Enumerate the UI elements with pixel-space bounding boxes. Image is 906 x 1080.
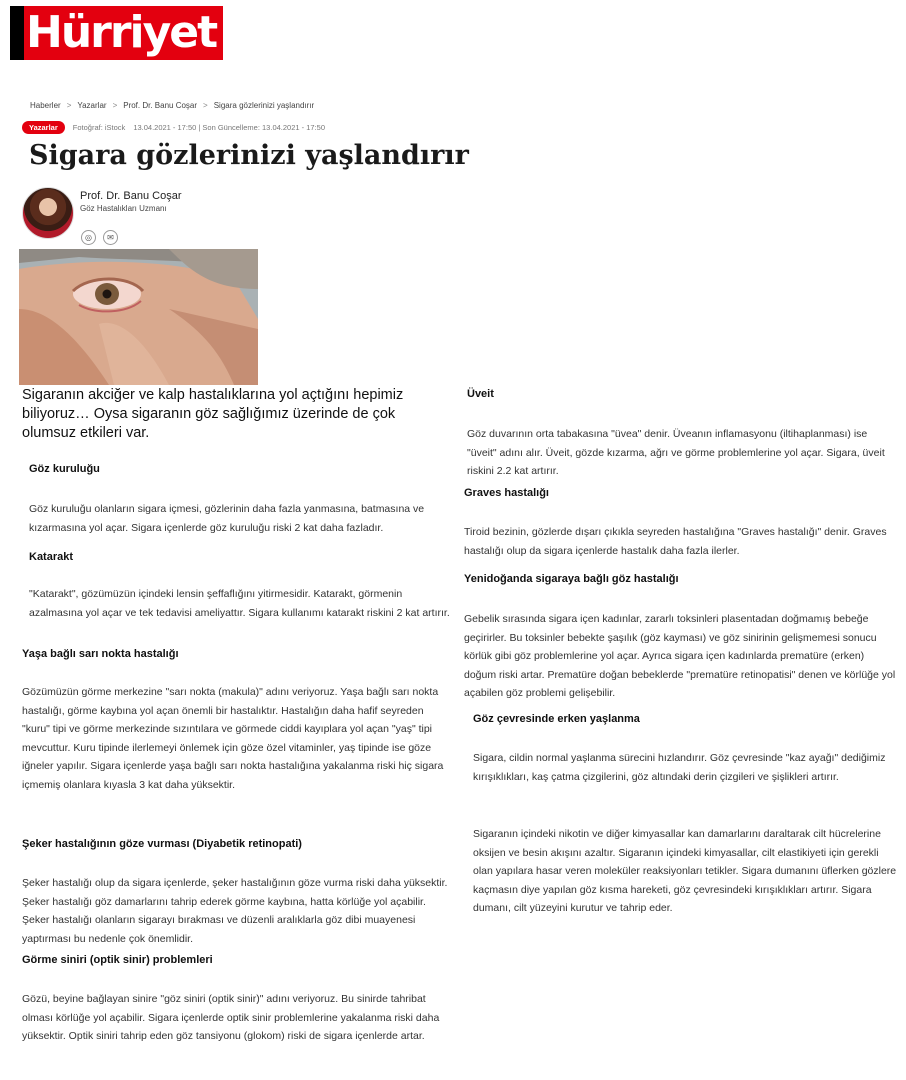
paragraph-goz-kurulugu: Göz kuruluğu olanların sigara içmesi, gözlerinin daha fazla yanmasına, batmasına ve kızarmasına yol açar. Sigara içenlerde göz kuruluğu riski 2 kat daha fazladır. [29,503,425,534]
paragraph-uveit: Göz duvarının orta tabakasına "üvea" denir. Üveanın inflamasyonu (iltihaplanması) ise "üveit" adını alır. Üveit, gözde kızarma, ağrı ve görme problemlerine yol açar. Sigara, üveit riskini 2.2 kat artırır. [467,428,885,477]
hurriyet-logo[interactable] [10,6,223,60]
heading-yenidogan: Yenidoğanda sigaraya bağlı göz hastalığı [464,573,679,585]
hero-image [19,249,258,385]
paragraph-erken-yaslanma: Sigara, cildin normal yaşlanma sürecini hızlandırır. Göz çevresinde "kaz ayağı" dediğimiz kırışıklıkları, kaş çatma çizgilerini, göz altındaki derin çizgileri ve şişlikleri artırır. [473,752,886,783]
breadcrumb-separator: > [66,101,72,110]
breadcrumb [30,101,314,110]
photo-credit: Fotoğraf: iStock [72,123,126,132]
author-avatar[interactable] [22,187,74,239]
author-name[interactable]: Prof. Dr. Banu Coşar [80,190,182,202]
heading-graves: Graves hastalığı [464,487,549,499]
heading-katarakt: Katarakt [29,551,74,563]
heading-goz-kurulugu: Göz kuruluğu [29,463,100,475]
paragraph-yenidogan: Gebelik sırasında sigara içen kadınlar, zararlı toksinleri plasentadan doğmamış bebeğe geçirirler. Bu toksinler bebekte şaşılık (göz kayması) ve göz sinirinin gelişmemesi sonucu körlük gibi göz problemlerine yol açar. Ayrıca sigara içen kadınlarda prematüre (erken) doğum riski artar. Prematüre doğan bebeklerde "prematüre retinopatisi" denen ve körlüğe yol açabilen göz problemi gelişebilir. [464,613,896,699]
heading-uveit: Üveit [467,388,494,400]
author-title: Göz Hastalıkları Uzmanı [80,204,167,213]
article-meta [22,121,325,134]
breadcrumb-separator: > [203,101,208,110]
paragraph-katarakt: "Katarakt", gözümüzün içindeki lensin şeffaflığını yitirmesidir. Katarakt, görmenin azalmasına yol açar ve tek tedavisi ameliyattır. Sigara kullanımı katarakt riskini 2 kat artırır. [29,588,450,619]
publish-dates: 13.04.2021 - 17:50 | Son Güncelleme: 13.04.2021 - 17:50 [133,123,325,132]
breadcrumb-item-yazarlar[interactable]: Yazarlar [77,101,107,110]
breadcrumb-separator: > [112,101,118,110]
logo-black-block [10,6,24,60]
instagram-icon[interactable]: ◎ [81,230,96,245]
mail-icon[interactable]: ✉ [103,230,118,245]
man-eye-illustration [19,249,258,385]
paragraph-graves: Tiroid bezinin, gözlerde dışarı çıkıkla seyreden hastalığına "Graves hastalığı" denir. Graves hastalığı olup da sigara içenlerde hastalık daha fazla ilerler. [464,526,887,557]
breadcrumb-item-current: Sigara gözlerinizi yaşlandırır [213,101,315,110]
heading-diyabetik-retinopati: Şeker hastalığının göze vurması (Diyabetik retinopati) [22,838,302,850]
breadcrumb-item-author[interactable]: Prof. Dr. Banu Coşar [123,101,198,110]
paragraph-optik-sinir: Gözü, beyine bağlayan sinire "göz siniri (optik sinir)" adını veriyoruz. Bu sinirde tahribat olması körlüğe yol açabilir. Sigara içenlerde optik sinir problemlerine yakalanma riski daha yüksektir. Optik siniri tahrip eden göz tansiyonu (glokom) riski de sigara içenlerde artar. [22,993,440,1042]
heading-optik-sinir: Görme siniri (optik sinir) problemleri [22,954,213,966]
heading-sari-nokta: Yaşa bağlı sarı nokta hastalığı [22,648,179,660]
heading-erken-yaslanma: Göz çevresinde erken yaşlanma [473,713,640,725]
paragraph-erken-yaslanma-2: Sigaranın içindeki nikotin ve diğer kimyasallar kan damarlarını daraltarak cilt hücrelerine oksijen ve besin akışını azaltır. Sigaranın içindeki kimyasallar, cilt elastikiyeti için gerekli olan yapılara hasar veren moleküler reaksiyonları tetikler. Sigara dumanını üflerken gözlere kaçmasın diye yapılan göz kısma hareketi, göz çevresindeki kırışıklıkları artırır. Sigara dumanı, cilt yüzeyini kurutur ve tahrip eder. [473,828,897,914]
article-intro: Sigaranın akciğer ve kalp hastalıklarına yol açtığını hepimiz biliyoruz… Oysa sigaranın göz sağlığımız üzerinde de çok olumsuz etkileri var. [22,387,404,441]
paragraph-diyabetik-retinopati: Şeker hastalığı olup da sigara içenlerde, şeker hastalığının göze vurma riski daha yüksektir. Şeker hastalığı göz damarlarını tahrip ederek görme kaybına, hatta körlüğe yol açabilir. Şeker hastalığı olanların sigarayı bırakması ve düzenli aralıklarla göz dibi muayenesi yaptırması bu nedenle çok önemlidir. [22,877,448,945]
breadcrumb-item-haberler[interactable]: Haberler [30,101,61,110]
logo-text: Hürriyet [26,7,217,58]
page-title: Sigara gözlerinizi yaşlandırır [29,140,469,171]
paragraph-sari-nokta: Gözümüzün görme merkezine "sarı nokta (makula)" adını veriyoruz. Yaşa bağlı sarı nokta hastalığı, görme kaybına yol açan önemli bir hastalıktır. Hastalığın daha hafif seyreden "kuru" tipi ve görme merkezinde sızıntılara ve görmede ciddi kayıplara yol açan "yaş" tipi mevcuttur. Kuru tipinde ilerlemeyi önlemek için göze özel vitaminler, yaş tipinde ise göze iğneler yapılır. Sigara içenlerde yaşa bağlı sarı nokta hastalığına yakalanma riski hiç sigara içmemiş olanlara kıyasla 3 kat daha yüksektir. [22,686,444,791]
category-badge[interactable]: Yazarlar [22,121,65,134]
